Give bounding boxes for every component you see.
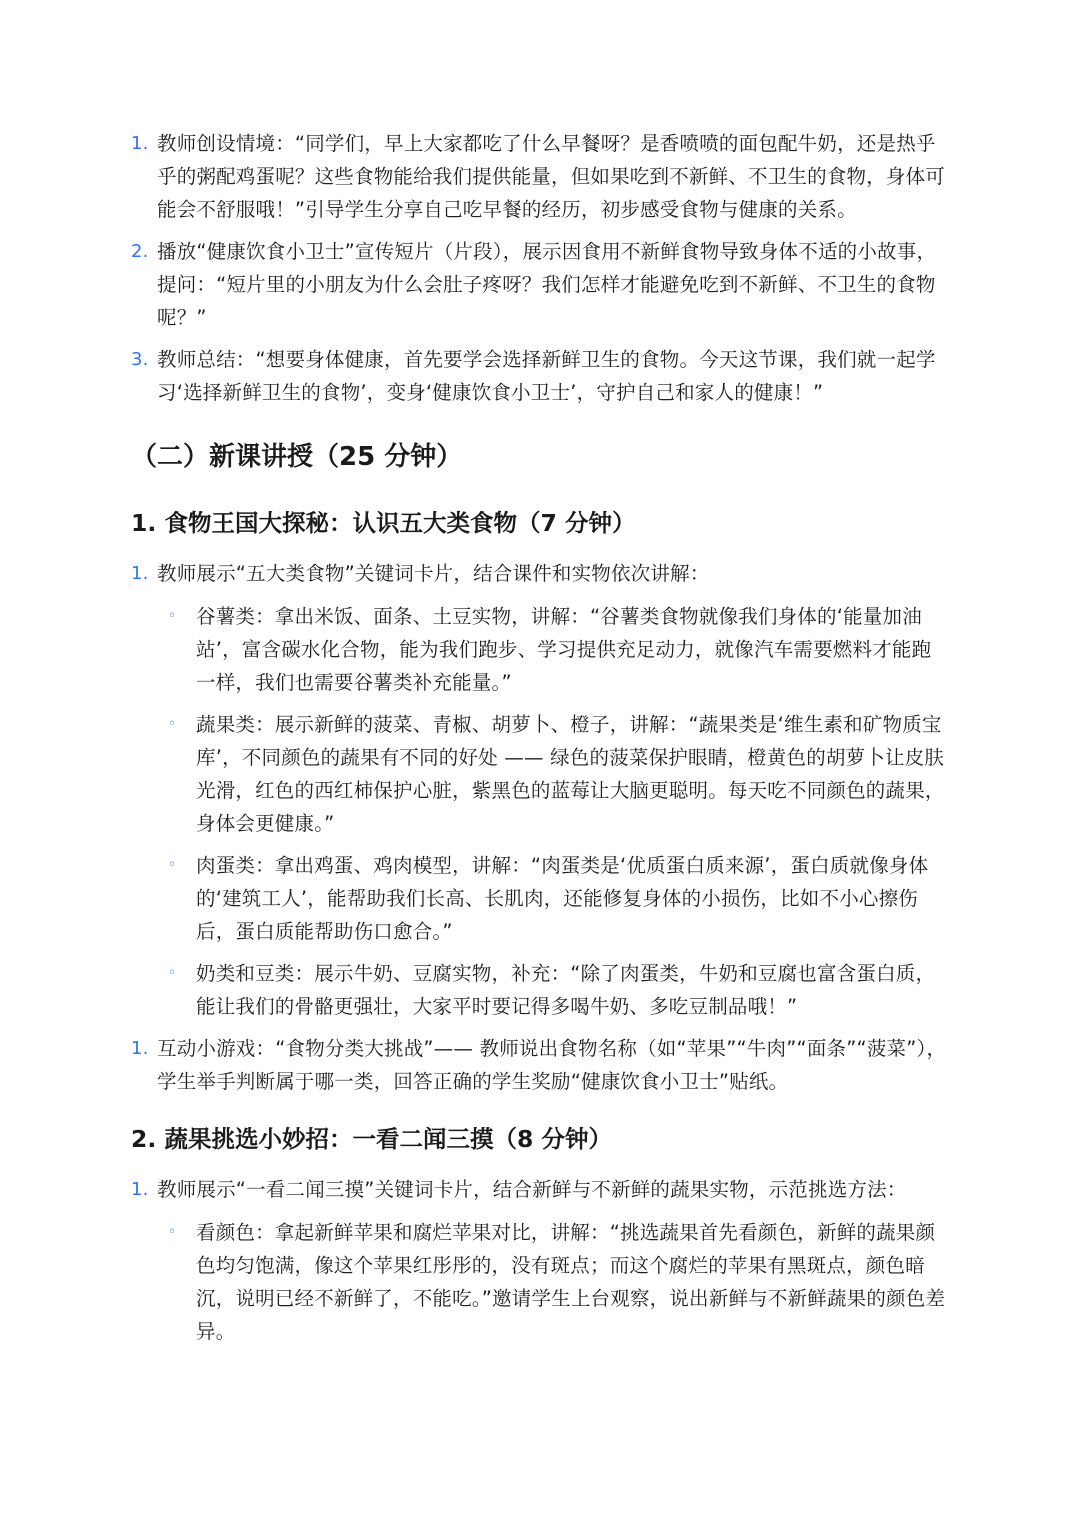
subsection-title-food-groups: 1. 食物王国大探秘：认识五大类食物（7 分钟） — [131, 509, 636, 537]
bullet-text: 蔬果类：展示新鲜的菠菜、青椒、胡萝卜、橙子，讲解：“蔬果类是‘维生素和矿物质宝库’，不同颜色的蔬果有不同的好处 —— 绿色的菠菜保护眼睛，橙黄色的胡萝卜让皮肤光滑，红色的西红柿保护心脏，紫黑色的蓝莓让大脑更聪明。每天吃不同颜色的蔬果，身体会更健康。” — [196, 713, 945, 835]
list-item-text: 教师总结：“想要身体健康，首先要学会选择新鲜卫生的食物。今天这节课，我们就一起学习‘选择新鲜卫生的食物’，变身‘健康饮食小卫士’，守护自己和家人的健康！” — [157, 348, 936, 404]
list-item — [0, 557, 1080, 590]
list-number: 2. — [131, 241, 149, 262]
bullet-icon: ◦ — [168, 857, 177, 873]
bullet-text: 看颜色：拿起新鲜苹果和腐烂苹果对比，讲解：“挑选蔬果首先看颜色，新鲜的蔬果颜色均匀饱满，像这个苹果红彤彤的，没有斑点；而这个腐烂的苹果有黑斑点，颜色暗沉，说明已经不新鲜了，不能吃。”邀请学生上台观察，说出新鲜与不新鲜蔬果的颜色差异。 — [196, 1221, 946, 1343]
list-number: 3. — [131, 349, 149, 370]
produce-selection-content — [0, 1173, 1080, 1348]
bullet-item — [0, 708, 1080, 840]
list-item-text: 教师展示“一看二闻三摸”关键词卡片，结合新鲜与不新鲜的蔬果实物，示范挑选方法： — [157, 1178, 907, 1201]
list-item — [0, 235, 1080, 334]
bullet-text: 肉蛋类：拿出鸡蛋、鸡肉模型，讲解：“肉蛋类是‘优质蛋白质来源’，蛋白质就像身体的‘建筑工人’，能帮助我们长高、长肌肉，还能修复身体的小损伤，比如不小心擦伤后，蛋白质能帮助伤口愈合。” — [196, 854, 929, 943]
list-item-text: 教师展示“五大类食物”关键词卡片，结合课件和实物依次讲解： — [157, 562, 710, 585]
list-item — [0, 127, 1080, 226]
bullet-text: 谷薯类：拿出米饭、面条、土豆实物，讲解：“谷薯类食物就像我们身体的‘能量加油站’，富含碳水化合物，能为我们跑步、学习提供充足动力，就像汽车需要燃料才能跑一样，我们也需要谷薯类补充能量。” — [196, 605, 932, 694]
bullet-item — [0, 849, 1080, 948]
intro-list — [0, 127, 1080, 409]
list-item — [0, 1032, 1080, 1098]
list-number: 1. — [131, 563, 149, 584]
list-item — [0, 343, 1080, 409]
section-title: （二）新课讲授（25 分钟） — [131, 442, 463, 472]
food-groups-content — [0, 557, 1080, 1098]
list-number: 1. — [131, 1179, 149, 1200]
bullet-item — [0, 600, 1080, 699]
bullet-item — [0, 957, 1080, 1023]
bullet-icon: ◦ — [168, 716, 177, 732]
bullet-icon: ◦ — [168, 608, 177, 624]
bullet-icon: ◦ — [168, 965, 177, 981]
bullet-item — [0, 1216, 1080, 1348]
list-number: 1. — [131, 133, 149, 154]
subsection-title-produce-selection: 2. 蔬果挑选小妙招：一看二闻三摸（8 分钟） — [131, 1125, 612, 1153]
list-item-text: 教师创设情境：“同学们，早上大家都吃了什么早餐呀？是香喷喷的面包配牛奶，还是热乎乎的粥配鸡蛋呢？这些食物能给我们提供能量，但如果吃到不新鲜、不卫生的食物，身体可能会不舒服哦！”引导学生分享自己吃早餐的经历，初步感受食物与健康的关系。 — [157, 132, 946, 221]
bullet-text: 奶类和豆类：展示牛奶、豆腐实物，补充：“除了肉蛋类，牛奶和豆腐也富含蛋白质，能让我们的骨骼更强壮，大家平时要记得多喝牛奶、多吃豆制品哦！” — [196, 962, 936, 1018]
list-item-text: 互动小游戏：“食物分类大挑战”—— 教师说出食物名称（如“苹果”“牛肉”“面条”“菠菜”），学生举手判断属于哪一类，回答正确的学生奖励“健康饮食小卫士”贴纸。 — [157, 1037, 947, 1093]
list-item-text: 播放“健康饮食小卫士”宣传短片（片段），展示因食用不新鲜食物导致身体不适的小故事，提问：“短片里的小朋友为什么会肚子疼呀？我们怎样才能避免吃到不新鲜、不卫生的食物呢？” — [157, 240, 937, 329]
list-number: 1. — [131, 1038, 149, 1059]
list-item — [0, 1173, 1080, 1206]
bullet-icon: ◦ — [168, 1224, 177, 1240]
